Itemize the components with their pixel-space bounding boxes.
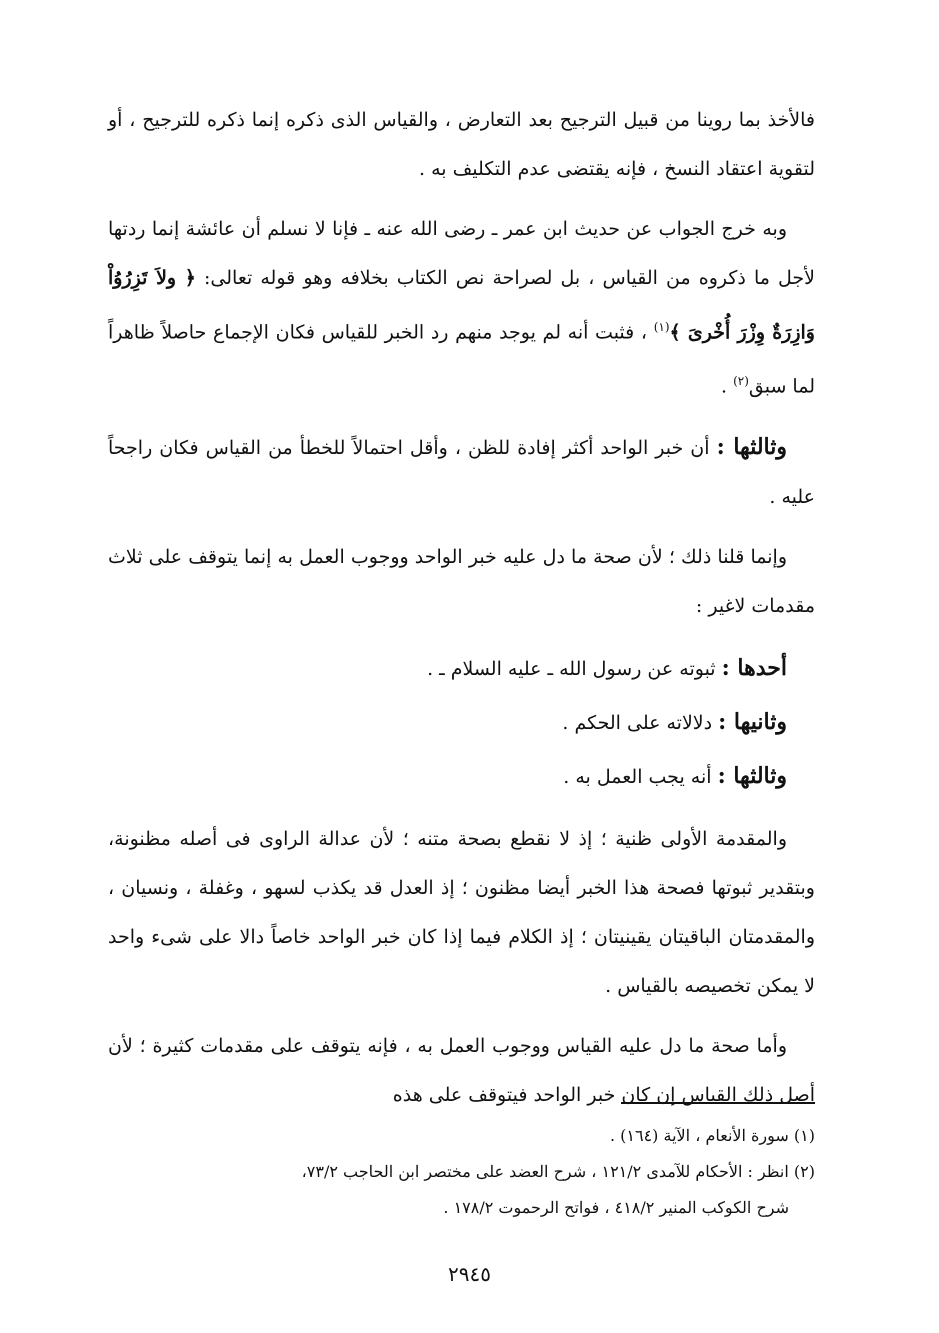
paragraph-1 (108, 96, 815, 194)
page-number: ٢٩٤٥ (448, 1262, 491, 1286)
list-item-2 (108, 696, 815, 750)
footnote-ref-1: (١) (653, 320, 670, 334)
footnotes (108, 1118, 815, 1226)
footnote-2 (108, 1154, 815, 1226)
list-item-2-lead: وثانيها : (718, 708, 787, 735)
paragraph-1-text: فالأخذ بما روينا من قبيل الترجيح بعد التعارض ، والقياس الذى ذكره إنما ذكره للترجيح ، أو لتقوية اعتقاد النسخ ، فإنه يقتضى عدم التكليف به . (108, 109, 815, 180)
list-item-2-text: دلالاته على الحكم . (562, 711, 719, 734)
paragraph-4-text: وإنما قلنا ذلك ؛ لأن صحة ما دل عليه خبر الواحد ووجوب العمل به إنما يتوقف على ثلاث مقدمات لاغير : (108, 545, 815, 617)
paragraph-6 (108, 1022, 815, 1120)
paragraph-5-text: والمقدمة الأولى ظنية ؛ إذ لا نقطع بصحة متنه ؛ لأن عدالة الراوى فى أصله مظنونة، وبتقدير ثبوتها فصحة هذا الخبر أيضا مظنون ؛ إذ العدل قد يكذب لسهو ، وغفلة ، ونسيان ، والمقدمتان الباقيتان يقينيتان ؛ إذ الكلام فيما إذا كان خبر الواحد خاصاً دالا على شىء واحد لا يمكن تخصيصه بالقياس . (108, 827, 815, 997)
paragraph-4 (108, 533, 815, 631)
list-item-3 (108, 750, 815, 804)
quran-verse: ﴿ ولاَ تَزِرُوُاْ وَازِرَةٌ وِزْرَ أُخْرىَ ﴾ (108, 267, 815, 344)
footnote-2-line-2: شرح الكوكب المنير ٤١٨/٢ ، فواتح الرحموت ١٧٨/٢ . (443, 1198, 789, 1217)
paragraph-2 (108, 205, 815, 412)
paragraph-3 (108, 423, 815, 522)
paragraph-3-text: أن خبر الواحد أكثر إفادة للظن ، وأقل احتمالاً للخطأ من القياس فكان راجحاً عليه . (108, 436, 815, 508)
footnote-divider (621, 1102, 815, 1104)
paragraph-2-text-b: ، فثبت أنه لم يوجد منهم رد الخبر للقياس فكان الإجماع حاصلاً ظاهراً لما سبق (108, 321, 815, 398)
list-item-1-lead: أحدها : (721, 654, 787, 681)
paragraph-2-text-a: وبه خرج الجواب عن حديث ابن عمر ـ رضى الله عنه ـ فإنا لا نسلم أن عائشة إنما ردتها لأجل ما ذكروه من القياس ، بل لصراحة نص الكتاب بخلافه وهو قوله تعالى: (108, 218, 816, 289)
footnote-ref-2: (٢) (733, 374, 749, 389)
footnote-1: (١) سورة الأنعام ، الآية (١٦٤) . (609, 1126, 815, 1145)
list-item-3-lead: وثالثها : (717, 762, 787, 789)
list-item-1 (108, 642, 815, 696)
list-item-1-text: ثبوته عن رسول الله ـ عليه السلام ـ . (427, 657, 722, 680)
paragraph-5 (108, 815, 815, 1011)
paragraph-3-lead: وثالثها : (716, 433, 787, 460)
footnote-2-line-1: (٢) انظر : الأحكام للآمدى ١٢١/٢ ، شرح العضد على مختصر ابن الحاجب ٧٣/٢، (301, 1162, 815, 1181)
main-text (108, 96, 815, 1131)
paragraph-6-text: وأما صحة ما دل عليه القياس ووجوب العمل به ، فإنه يتوقف على مقدمات كثيرة ؛ لأن أصل ذلك القياس إن كان خبر الواحد فيتوقف على هذه (108, 1034, 815, 1106)
list-item-3-text: أنه يجب العمل به . (563, 765, 718, 788)
paragraph-2-end: . (720, 375, 734, 398)
